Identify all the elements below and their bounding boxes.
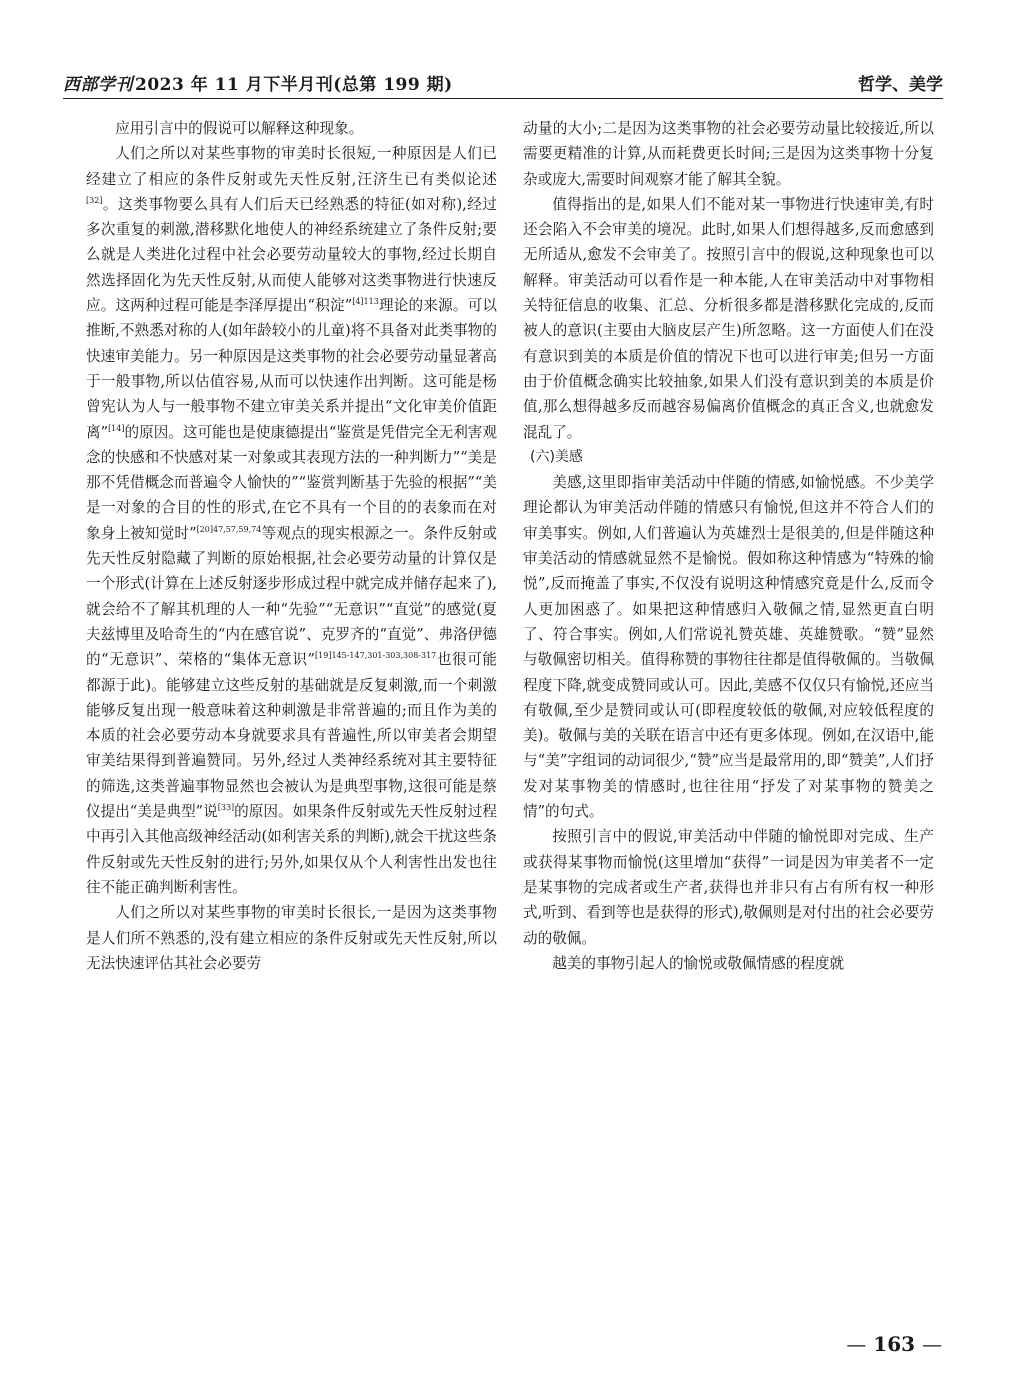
text-run: 的原因。这可能也是使康德提出“鉴赏是凭借完全无利害观念的快感和不快感对某一对象或其表现方法的一种判断力”“美是那不凭借概念而普遍令人愉快的”“鉴赏判断基于先验的根据”“美是一对象的合目的性的形式,在它不具有一个目的的表象而在对象身上被知觉时” xyxy=(86,423,497,542)
paragraph: 动量的大小;二是因为这类事物的社会必要劳动量比较接近,所以需要更精准的计算,从而耗费更长时间;三是因为这类事物十分复杂或庞大,需要时间观察才能了解其全貌。 xyxy=(523,120,934,188)
folio-dash-left: — xyxy=(846,1332,867,1356)
paragraph: 值得指出的是,如果人们不能对某一事物进行快速审美,有时还会陷入不会审美的境况。此时,如果人们想得越多,反而愈感到无所适从,愈发不会审美了。按照引言中的假说,这种现象也可以解释。审美活动可以看作是一种本能,人在审美活动中对事物相关特征信息的收集、汇总、分析很多都是潜移默化完成的,反而被人的意识(主要由大脑皮层产生)所忽略。这一方面使人们在没有意识到美的本质是价值的情况下也可以进行审美;但另一方面由于价值概念确实比较抽象,如果人们没有意识到美的本质是价值,那么想得越多反而越容易偏离价值概念的真正含义,也就愈发混乱了。 xyxy=(523,195,934,441)
folio-dash-right: — xyxy=(922,1332,942,1356)
left-column xyxy=(86,116,497,1329)
paragraph: 美感,这里即指审美活动中伴随的情感,如愉悦感。不少美学理论都认为审美活动伴随的情感只有愉悦,但这并不符合人们的审美事实。例如,人们普遍认为英雄烈士是很美的,但是伴随这种审美活动的情感就显然不是愉悦。假如称这种情感为“特殊的愉悦”,反而掩盖了事实,不仅没有说明这种情感究竟是什么,反而令人更加困惑了。如果把这种情感归入敬佩之情,显然更直白明了、符合事实。例如,人们常说礼赞英雄、英雄赞歌。“赞”显然与敬佩密切相关。值得称赞的事物往往都是值得敬佩的。当敬佩程度下降,就变成赞同或认可。因此,美感不仅仅只有愉悦,还应当有敬佩,至少是赞同或认可(即程度较低的敬佩,对应较低程度的美)。敬佩与美的关联在语言中还有更多体现。例如,在汉语中,能与“美”字组词的动词很少,“赞”应当是最常用的,即“赞美”,人们抒发对某事物美的情感时,也往往用“抒发了对某事物的赞美之情”的句式。 xyxy=(523,474,934,821)
paragraph xyxy=(86,141,497,900)
text-run: 理论的来源。可以推断,不熟悉对称的人(如年龄较小的儿童)将不具备对此类事物的快速审美能力。另一种原因是这类事物的社会必要劳动量显著高于一般事物,所以估值容易,从而可以快速作出判断。这可能是杨曾宪认为人与一般事物不建立审美关系并提出“文化审美价值距离” xyxy=(86,297,497,441)
journal-issue: 2023 年 11 月下半月刊(总第 199 期) xyxy=(135,75,453,95)
running-header xyxy=(63,70,943,96)
paragraph: 越美的事物引起人的愉悦或敬佩情感的程度就 xyxy=(552,954,845,972)
text-run: 人们之所以对某些事物的审美时长很短,一种原因是人们已经建立了相应的条件反射或先天性反射,汪济生已有类似论述 xyxy=(86,145,497,188)
citation: [33] xyxy=(217,803,235,813)
citation: [32] xyxy=(86,195,103,205)
page-number xyxy=(846,1332,942,1356)
paragraph: 人们之所以对某些事物的审美时长很长,一是因为这类事物是人们所不熟悉的,没有建立相应的条件反射或先天性反射,所以无法快速评估其社会必要劳 xyxy=(86,904,497,972)
journal-logo: 西部学刊 xyxy=(63,75,133,95)
citation: [20]47,57,59,74 xyxy=(196,524,262,534)
citation: [14] xyxy=(108,423,125,433)
page-number-value: 163 xyxy=(873,1332,916,1356)
text-run: 也很可能都源于此)。能够建立这些反射的基础就是反复刺激,而一个刺激能够反复出现一般意味着这种刺激是非常普遍的;而且作为美的本质的社会必要劳动本身就要求具有普遍性,所以审美者会期望审美结果得到普遍赞同。另外,经过人类神经系统对其主要特征的筛选,这类普遍事物显然也会被认为是典型事物,这很可能是蔡仪提出“美是典型”说 xyxy=(86,651,497,821)
right-column xyxy=(523,116,934,1329)
text-run: 等观点的现实根源之一。条件反射或先天性反射隐藏了判断的原始根据,社会必要劳动量的计算仅是一个形式(计算在上述反射逐步形成过程中就完成并储存起来了),就会给不了解其机理的人一种“先验”“无意识”“直觉”的感觉(夏夫兹博里及哈奇生的“内在感官说”、克罗齐的“直觉”、弗洛伊德的“无意识”、荣格的“集体无意识” xyxy=(86,524,497,669)
text-run: 的原因。如果条件反射或先天性反射过程中再引入其他高级神经活动(如利害关系的判断),就会干扰这些条件反射或先天性反射的进行;另外,如果仅从个人利害性出发也往往不能正确判断利害性。 xyxy=(86,803,497,896)
section-title: 哲学、美学 xyxy=(858,75,943,95)
citation: [19]145-147,301-303,308-317 xyxy=(315,651,437,661)
section-subheading: (六)美感 xyxy=(530,448,583,465)
header-rule xyxy=(63,98,943,99)
text-run: 。这类事物要么具有人们后天已经熟悉的特征(如对称),经过多次重复的刺激,潜移默化地使人的神经系统建立了条件反射;要么就是人类进化过程中社会必要劳动量较大的事物,经过长期自然选择固化为先天性反射,从而使人能够对这类事物进行快速反应。这两种过程可能是李泽厚提出“积淀” xyxy=(86,195,497,315)
journal-title xyxy=(63,70,453,95)
paragraph: 按照引言中的假说,审美活动中伴随的愉悦即对完成、生产或获得某事物而愉悦(这里增加“获得”一词是因为审美者不一定是某事物的完成者或生产者,获得也并非只有占有所有权一种形式,听到、看到等也是获得的形式),敬佩则是对付出的社会必要劳动的敬佩。 xyxy=(523,828,934,947)
citation: [4]113 xyxy=(352,297,379,307)
paragraph: 应用引言中的假说可以解释这种现象。 xyxy=(115,120,364,137)
